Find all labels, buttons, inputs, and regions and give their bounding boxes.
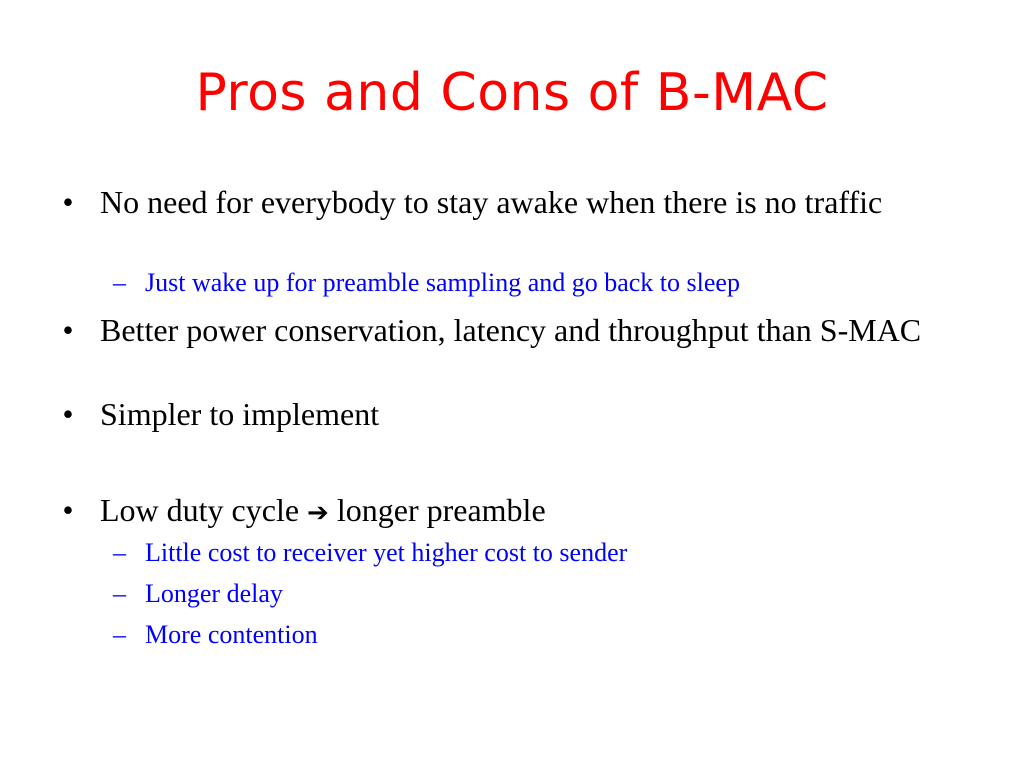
bullet-item [62,396,960,432]
dash-symbol: – [113,620,126,649]
bullet-text-after-arrow: longer preamble [336,492,546,528]
sub-bullet-text: Little cost to receiver yet higher cost to sender [145,538,628,567]
sub-bullet-item [113,620,985,650]
bullet-text: No need for everybody to stay awake when there is no traffic [100,184,883,220]
right-arrow-icon: ➔ [307,498,329,528]
bullet-symbol: • [62,396,74,432]
bullet-symbol: • [62,184,74,220]
bullet-item [62,312,960,348]
bullet-item [62,184,960,220]
dash-symbol: – [113,579,126,608]
sub-bullet-item [113,268,985,298]
sub-bullet-item [113,579,985,609]
bullet-text-before-arrow: Low duty cycle [100,492,300,528]
sub-bullet-item [113,538,985,568]
slide-title: Pros and Cons of B-MAC [195,63,829,123]
sub-bullet-text: Longer delay [145,579,283,608]
bullet-symbol: • [62,492,74,528]
bullet-item [62,492,960,531]
dash-symbol: – [113,538,126,567]
dash-symbol: – [113,268,126,297]
bullet-symbol: • [62,312,74,348]
sub-bullet-text: Just wake up for preamble sampling and go back to sleep [145,268,740,297]
sub-bullet-text: More contention [145,620,318,649]
bullet-text: Simpler to implement [100,396,380,432]
bullet-text: Better power conservation, latency and throughput than S-MAC [100,312,922,348]
